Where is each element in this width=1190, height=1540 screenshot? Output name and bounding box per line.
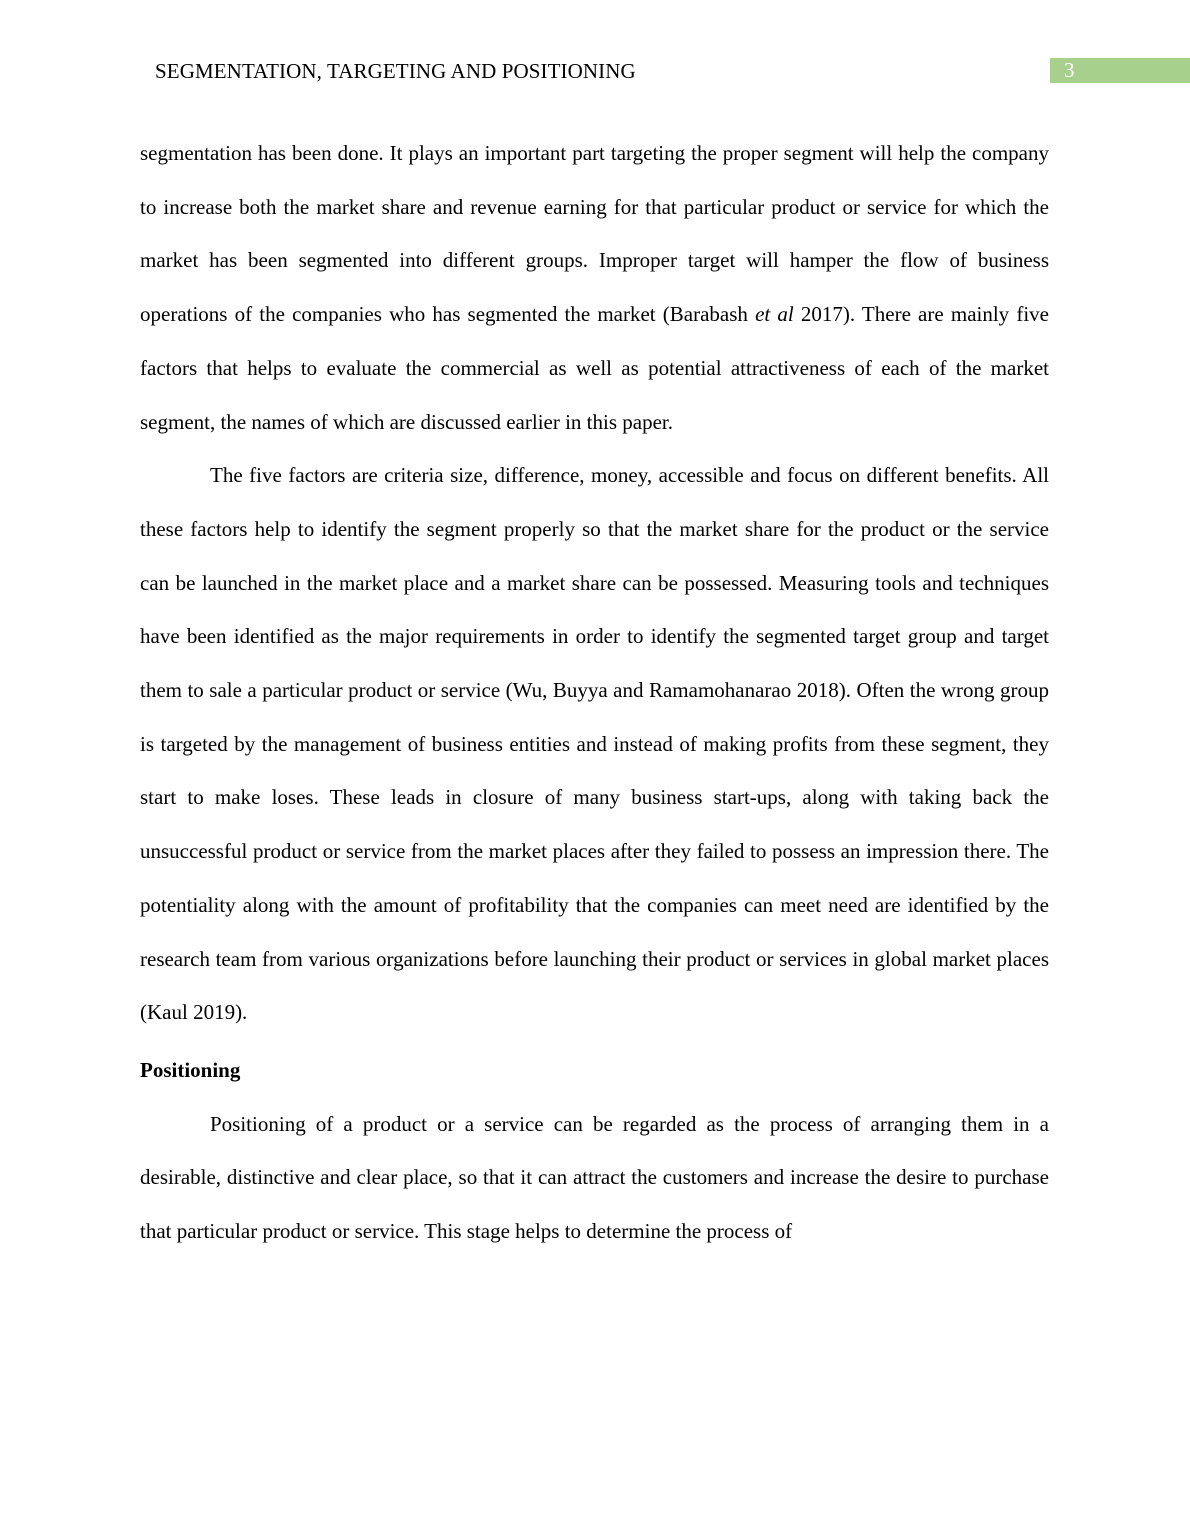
paragraph-five-factors: The five factors are criteria size, difference, money, accessible and focus on different benefits. All these factors help to identify the segment properly so that the market share for the product or the service can be launched in the market place and a market share can be possessed. Measuring tools and techniques have been identified as the major requirements in order to identify the segmented target group and target them to sale a particular product or service (Wu, Buyya and Ramamohanarao 2018). Often the wrong group is targeted by the management of business entities and instead of making profits from these segment, they start to make loses. These leads in closure of many business start-ups, along with taking back the unsuccessful product or service from the market places after they failed to possess an impression there. The potentiality along with the amount of profitability that the companies can meet need are identified by the research team from various organizations before launching their product or services in global market places (Kaul 2019). [140, 463, 1049, 1025]
running-head-title: SEGMENTATION, TARGETING AND POSITIONING [155, 59, 636, 83]
section-heading-positioning: Positioning [140, 1057, 241, 1082]
paragraph-segmentation [140, 127, 1049, 449]
paragraph-segmentation-text-a: segmentation has been done. It plays an important part targeting the proper segment will help the company to increase both the market share and revenue earning for that particular product or service for which the market has been segmented into different groups. Improper target will hamper the flow of business operations of the companies who has segmented the market (Barabash [140, 141, 1049, 327]
document-body [140, 127, 1049, 1259]
paragraph-positioning: Positioning of a product or a service can be regarded as the process of arranging them in a desirable, distinctive and clear place, so that it can attract the customers and increase the desire to purchase that particular product or service. This stage helps to determine the process of [140, 1111, 1049, 1244]
citation-et-al: et al [755, 302, 794, 327]
page-number: 3 [1064, 58, 1075, 82]
paragraph-segmentation-text-b: 2017). There are mainly five factors that helps to evaluate the commercial as well as potential attractiveness of each of the market segment, the names of which are discussed earlier in this paper. [140, 302, 1049, 434]
page-number-box [1050, 58, 1190, 83]
